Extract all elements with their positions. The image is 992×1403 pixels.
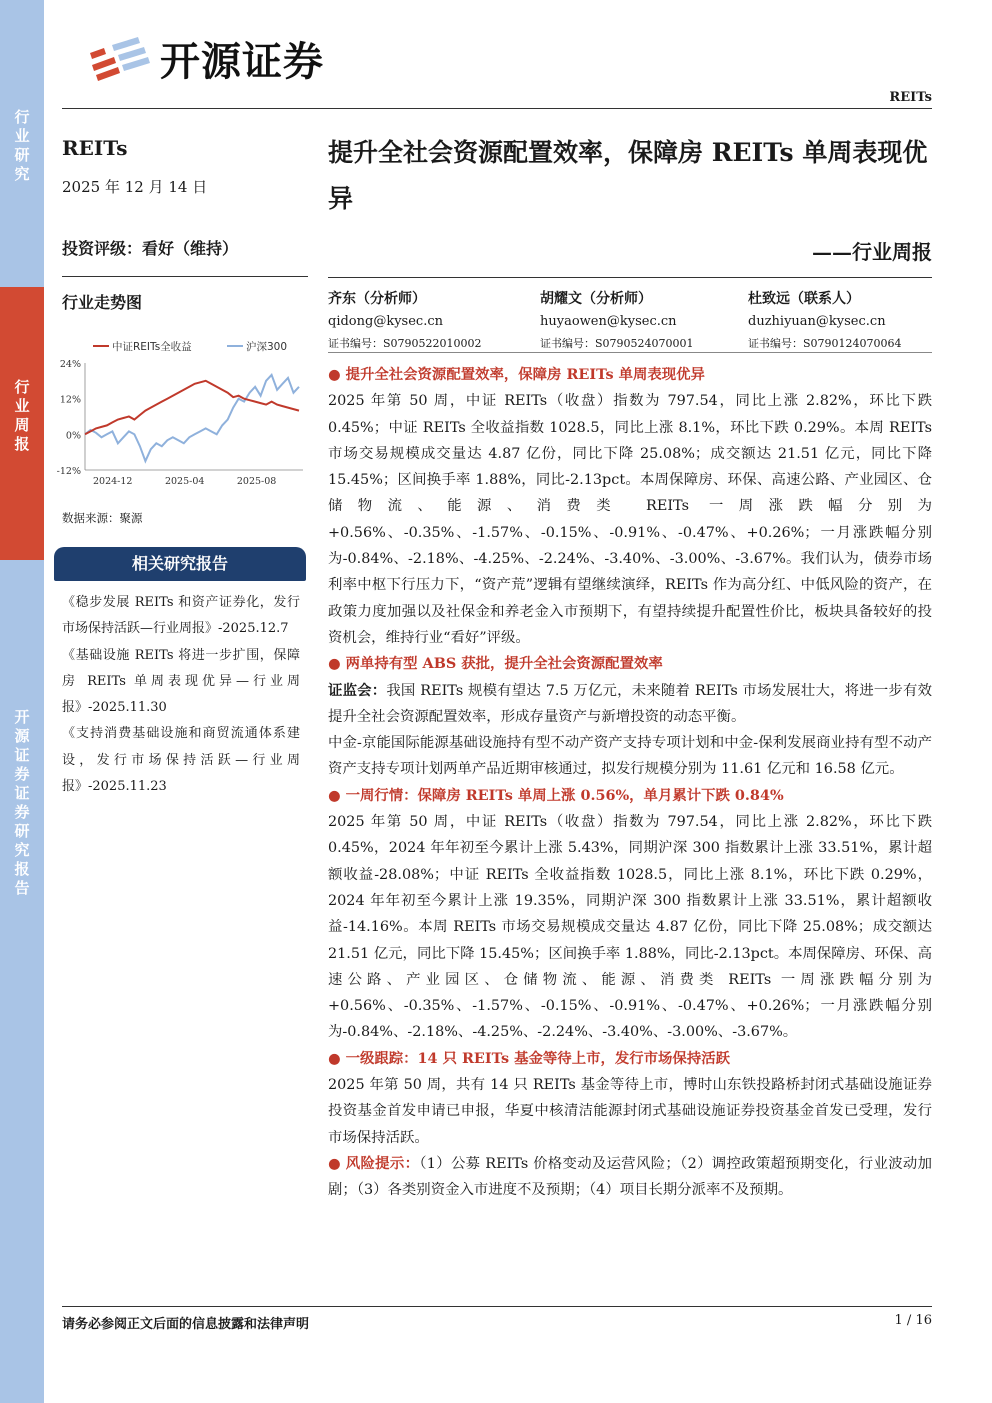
sector-name: REITs [62,136,128,160]
page-number: 1 / 16 [894,1313,932,1328]
logo-text: 开源证券 [160,39,324,85]
analyst-card [328,288,528,351]
analyst-block [328,277,932,350]
trend-chart [55,330,310,495]
analyst-email[interactable]: duzhiyuan@kysec.cn [748,314,886,329]
company-logo [88,30,324,87]
analyst-card [748,288,948,351]
chart-source: 数据来源：聚源 [62,511,143,525]
top-sector-tag: REITs [889,90,932,105]
section-paragraph: 2025 年第 50 周，共有 14 只 REITs 基金等待上市，博时山东铁投路桥封闭式基础设施证券投资基金首发申请已申报，华夏中核清洁能源封闭式基础设施证券投资基金首发已受理，发行市场保持活跃。 [328,1077,932,1146]
analyst-divider [328,352,932,353]
section-paragraph: 中金-京能国际能源基础设施持有型不动产资产支持专项计划和中金-保利发展商业持有型不动产资产支持专项计划两单产品近期审核通过，拟发行规模分别为 11.61 亿元和 16.58 亿元。 [328,735,932,778]
analyst-name: 杜致远（联系人） [748,291,860,307]
section-paragraph: 2025 年第 50 周，中证 REITs（收盘）指数为 797.54，同比上涨 2.82%，环比下跌 0.45%；中证 REITs 全收益指数 1028.5，同比上涨 8.1%，环比下跌 0.29%。本周 REITs 市场交易规模成交量达 4.87 亿份，同比下降 25.08%；成交额达 21.51 亿元，同比下降 15.45%；区间换手率 1.88%，同比-2.13pct。本周保障房、环保、高速公路、产业园区、仓储物流、能源、消费类 REITs 一周涨跌幅分别为+0.56%、-0.35%、-1.57%、-0.15%、-0.91%、-0.47%、+0.26%；一月涨跌幅分别为-0.84%、-2.18%、-4.25%、-2.24%、-3.40%、-3.00%、-3.67%。我们认为，债券市场利率中枢下行压力下，“资产荒”逻辑有望继续演绎，REITs 作为高分红、中低风险的资产，在政策力度加强以及社保金和养老金入市预期下，有望持续提升配置性价比，板块具备较好的投资机会，维持行业“看好”评级。 [328,393,932,646]
top-divider [62,108,932,109]
analyst-cert: 证书编号：S0790124070064 [748,337,902,350]
analyst-name: 胡耀文（分析师） [540,291,652,307]
report-title: 提升全社会资源配置效率，保障房 REITs 单周表现优异 [328,138,928,213]
trend-chart-title: 行业走势图 [62,293,143,312]
analyst-email[interactable]: huyaowen@kysec.cn [540,314,677,329]
y-tick-label: -12% [56,466,81,477]
bullet-icon: ● [328,655,341,673]
analyst-card [540,288,740,351]
x-tick-label: 2025-04 [164,476,205,487]
bullet-icon: ● [328,366,341,383]
analyst-cert: 证书编号：S0790522010002 [328,337,482,350]
series-line [85,375,299,461]
y-tick-label: 12% [59,394,81,406]
legend-label: 沪深300 [246,341,288,353]
report-subtitle: ——行业周报 [812,240,932,264]
report-body [328,362,932,1204]
related-reports-list [62,590,300,800]
analyst-name: 齐东（分析师） [328,291,426,307]
left-divider [62,276,308,277]
legend-label: 中证REITs全收益 [112,341,192,353]
x-tick-label: 2024-12 [93,476,133,487]
sidebar-label-top: 行业研究 [14,108,30,183]
section-heading: ● 一级跟踪：14 只 REITs 基金等待上市，发行市场保持活跃 [328,1049,730,1067]
report-date: 2025 年 12 月 14 日 [62,178,208,196]
x-tick-label: 2025-08 [236,476,277,487]
risk-heading: 风险提示： [345,1154,420,1172]
footer-divider [62,1306,932,1307]
bullet-icon: ● [328,1154,341,1172]
section-heading: ● 两单持有型 ABS 获批，提升全社会资源配置效率 [328,655,663,673]
section-heading: ● 一周行情：保障房 REITs 单周上涨 0.56%，单月累计下跌 0.84% [328,786,784,804]
related-report-item[interactable]: 《支持消费基础设施和商贸流通体系建设，发行市场保持活跃—行业周报》-2025.11.23 [62,726,300,795]
y-tick-label: 24% [59,359,81,370]
series-line [85,381,299,435]
analyst-email[interactable]: qidong@kysec.cn [328,314,443,329]
logo-mark-icon [88,35,150,83]
analyst-cert: 证书编号：S0790524070001 [540,337,694,350]
sidebar-band [0,0,44,1403]
section-paragraph: 2025 年第 50 周，中证 REITs（收盘）指数为 797.54，同比上涨 2.82%，环比下跌 0.45%，2024 年年初至今累计上涨 5.43%，同期沪深 300 指数累计上涨 33.51%，累计超额收益-28.08%；中证 REITs 全收益指数 1028.5，同比上涨 8.1%，环比下跌 0.29%，2024 年年初至今累计上涨 19.35%，同期沪深 300 指数累计上涨 33.51%，累计超额收益-14.16%。本周 REITs 市场交易规模成交量达 4.87 亿份，同比下降 25.08%；成交额达 21.51 亿元，同比下降 15.45%；区间换手率 1.88%，同比-2.13pct。本周保障房、环保、高速公路、产业园区、仓储物流、能源、消费类 REITs 一周涨跌幅分别为+0.56%、-0.35%、-1.57%、-0.15%、-0.91%、-0.47%、+0.26%；一月涨跌幅分别为-0.84%、-2.18%、-4.25%、-2.24%、-3.40%、-3.00%、-3.67%。 [328,814,933,1041]
sidebar-label-bottom: 开源证券 证券研究报告 [14,708,30,897]
bullet-icon: ● [328,1049,341,1067]
section-heading: ● 提升全社会资源配置效率，保障房 REITs 单周表现优异 [328,366,705,383]
investment-rating: 投资评级：看好（维持） [62,239,239,258]
sidebar-label-mid: 行业周报 [14,378,30,453]
risk-paragraph: ● 风险提示：（1）公募 REITs 价格变动及运营风险；（2）调控政策超预期变化，行业波动加剧；（3）各类别资金入市进度不及预期；（4）项目长期分派率不及预期。 [328,1154,932,1199]
footer-disclaimer[interactable]: 请务必参阅正文后面的信息披露和法律声明 [62,1317,310,1332]
y-tick-label: 0% [65,430,81,442]
bullet-icon: ● [328,786,341,804]
related-report-item[interactable]: 《基础设施 REITs 将进一步扩围，保障房 REITs 单周表现优异—行业周报》-2025.11.30 [62,647,300,716]
related-report-item[interactable]: 《稳步发展 REITs 和资产证券化，发行市场保持活跃—行业周报》-2025.12.7 [62,595,300,637]
section-paragraph: 证监会：我国 REITs 规模有望达 7.5 万亿元，未来随着 REITs 市场发展壮大，将进一步有效提升全社会资源配置效率，形成存量资产与新增投资的动态平衡。 [328,681,932,725]
related-reports-header: 相关研究报告 [54,547,306,581]
